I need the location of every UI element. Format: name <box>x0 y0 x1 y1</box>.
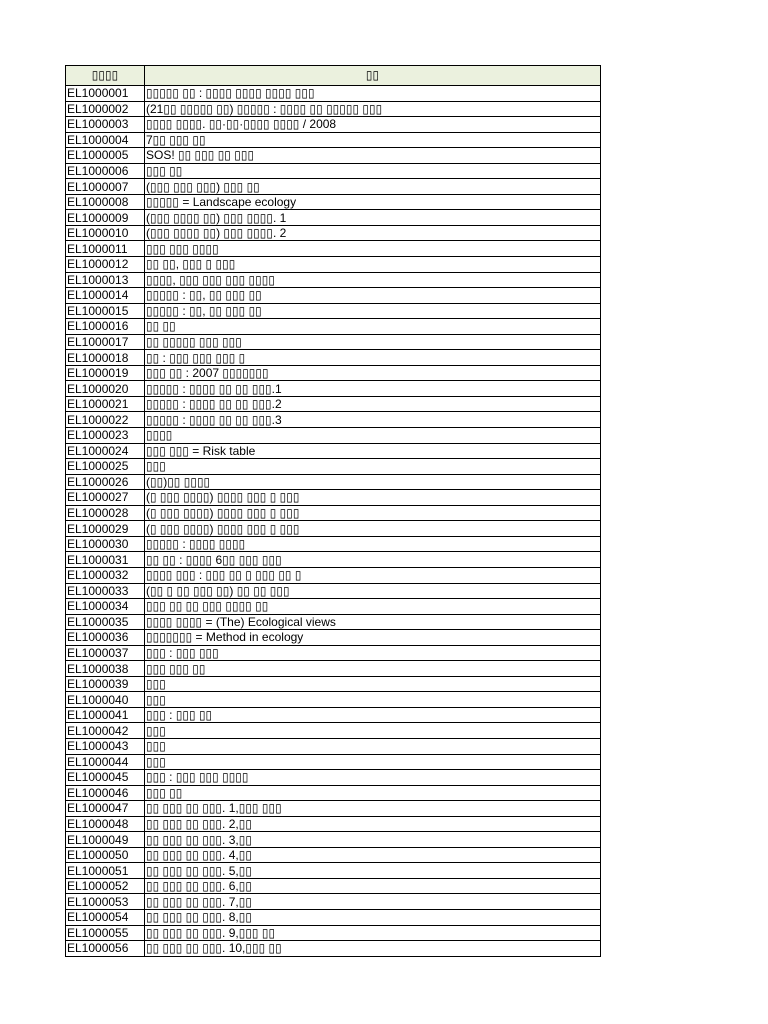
cell-title[interactable]: 7▯▯ ▯▯▯ ▯▯ <box>145 132 601 148</box>
cell-title[interactable]: ▯▯ ▯▯, ▯▯▯ ▯ ▯▯▯ <box>145 257 601 273</box>
cell-id[interactable]: EL1000028 <box>66 505 145 521</box>
cell-title[interactable]: ▯▯▯ ▯▯ ▯▯ ▯▯▯ ▯▯▯▯ ▯▯ <box>145 599 601 615</box>
cell-id[interactable]: EL1000032 <box>66 567 145 583</box>
table-row <box>66 878 601 894</box>
cell-id[interactable]: EL1000010 <box>66 225 145 241</box>
cell-title[interactable]: ▯▯ ▯▯▯ ▯▯ ▯▯▯. 9,▯▯▯ ▯▯ <box>145 925 601 941</box>
cell-id[interactable]: EL1000022 <box>66 412 145 428</box>
table-row <box>66 941 601 957</box>
table-row <box>66 396 601 412</box>
cell-title[interactable]: ▯▯▯ <box>145 723 601 739</box>
cell-id[interactable]: EL1000005 <box>66 148 145 164</box>
cell-title[interactable]: ▯▯▯ ▯▯▯ = Risk table <box>145 443 601 459</box>
cell-id[interactable]: EL1000006 <box>66 163 145 179</box>
table-row <box>66 505 601 521</box>
table-row <box>66 288 601 304</box>
cell-title[interactable]: ▯▯▯▯▯ ▯▯ : ▯▯▯▯ ▯▯▯▯ ▯▯▯▯ ▯▯▯ <box>145 86 601 102</box>
cell-title[interactable]: ▯▯▯▯ ▯▯▯ : ▯▯▯ ▯▯ ▯ ▯▯▯ ▯▯ ▯ <box>145 567 601 583</box>
table-row <box>66 863 601 879</box>
table-row <box>66 536 601 552</box>
table-row <box>66 676 601 692</box>
table-row <box>66 801 601 817</box>
table-body <box>66 86 601 957</box>
table-row <box>66 86 601 102</box>
cell-id[interactable]: EL1000003 <box>66 117 145 133</box>
cell-title[interactable]: (▯ ▯▯▯ ▯▯▯▯) ▯▯▯▯ ▯▯▯ ▯ ▯▯▯ <box>145 521 601 537</box>
cell-id[interactable]: EL1000017 <box>66 334 145 350</box>
cell-title[interactable]: ▯▯▯▯, ▯▯▯ ▯▯▯ ▯▯▯ ▯▯▯▯ <box>145 272 601 288</box>
cell-title[interactable]: ▯▯▯ ▯▯▯ ▯▯▯▯ <box>145 241 601 257</box>
cell-id[interactable]: EL1000046 <box>66 785 145 801</box>
cell-id[interactable]: EL1000011 <box>66 241 145 257</box>
cell-title[interactable]: ▯▯ ▯▯▯ ▯▯ ▯▯▯. 10,▯▯▯ ▯▯ <box>145 941 601 957</box>
table-row <box>66 148 601 164</box>
table-row <box>66 117 601 133</box>
table-row <box>66 552 601 568</box>
cell-id[interactable]: EL1000049 <box>66 832 145 848</box>
table-row <box>66 194 601 210</box>
cell-id[interactable]: EL1000036 <box>66 630 145 646</box>
cell-id[interactable]: EL1000034 <box>66 599 145 615</box>
cell-title[interactable]: ▯▯▯ <box>145 738 601 754</box>
cell-id[interactable]: EL1000053 <box>66 894 145 910</box>
table-row <box>66 365 601 381</box>
table-row <box>66 583 601 599</box>
cell-title[interactable]: ▯▯ ▯▯ <box>145 319 601 335</box>
cell-title[interactable]: ▯▯ ▯▯▯ ▯▯ ▯▯▯. 1,▯▯▯ ▯▯▯ <box>145 801 601 817</box>
cell-title[interactable]: ▯▯▯▯▯ : ▯▯▯▯ ▯▯ ▯▯ ▯▯▯.1 <box>145 381 601 397</box>
cell-id[interactable]: EL1000045 <box>66 770 145 786</box>
cell-id[interactable]: EL1000009 <box>66 210 145 226</box>
table-row <box>66 770 601 786</box>
table-row <box>66 101 601 117</box>
cell-title[interactable]: ▯▯ ▯▯▯ ▯▯ ▯▯▯. 8,▯▯ <box>145 909 601 925</box>
cell-id[interactable]: EL1000047 <box>66 801 145 817</box>
table-row <box>66 909 601 925</box>
cell-title[interactable]: ▯▯▯ ▯▯▯ ▯▯ <box>145 661 601 677</box>
cell-id[interactable]: EL1000025 <box>66 459 145 475</box>
cell-title[interactable]: ▯▯▯▯▯ : ▯▯▯▯ ▯▯ ▯▯ ▯▯▯.2 <box>145 396 601 412</box>
cell-title[interactable]: ▯▯▯ : ▯▯▯ ▯▯ <box>145 707 601 723</box>
cell-title[interactable]: (▯▯)▯▯ ▯▯▯▯ <box>145 474 601 490</box>
cell-id[interactable]: EL1000001 <box>66 86 145 102</box>
catalog-table <box>65 65 601 957</box>
cell-title[interactable]: ▯▯▯ <box>145 459 601 475</box>
table-row <box>66 847 601 863</box>
cell-title[interactable]: ▯▯ ▯▯▯▯▯ ▯▯▯ ▯▯▯ <box>145 334 601 350</box>
table-row <box>66 350 601 366</box>
cell-id[interactable]: EL1000035 <box>66 614 145 630</box>
cell-id[interactable]: EL1000054 <box>66 909 145 925</box>
cell-title[interactable]: ▯▯▯ <box>145 676 601 692</box>
table-row <box>66 210 601 226</box>
cell-id[interactable]: EL1000008 <box>66 194 145 210</box>
cell-title[interactable]: ▯▯ ▯▯▯ ▯▯ ▯▯▯. 3,▯▯ <box>145 832 601 848</box>
cell-id[interactable]: EL1000039 <box>66 676 145 692</box>
cell-title[interactable]: ▯▯▯▯ ▯▯▯▯. ▯▯·▯▯·▯▯▯▯ ▯▯▯▯ / 2008 <box>145 117 601 133</box>
cell-title[interactable]: ▯▯▯▯▯ : ▯▯▯▯ ▯▯ ▯▯ ▯▯▯.3 <box>145 412 601 428</box>
cell-title[interactable]: (21▯▯ ▯▯▯▯▯ ▯▯) ▯▯▯▯▯ : ▯▯▯▯ ▯▯ ▯▯▯▯▯ ▯▯▯ <box>145 101 601 117</box>
cell-title[interactable]: ▯▯ ▯▯▯ ▯▯ ▯▯▯. 7,▯▯ <box>145 894 601 910</box>
cell-title[interactable]: ▯▯▯▯▯ : ▯▯, ▯▯ ▯▯▯ ▯▯ <box>145 303 601 319</box>
table-row <box>66 692 601 708</box>
cell-id[interactable]: EL1000002 <box>66 101 145 117</box>
table-row <box>66 894 601 910</box>
table-row <box>66 443 601 459</box>
table-row <box>66 723 601 739</box>
cell-title[interactable]: ▯▯▯ : ▯▯▯ ▯▯▯ <box>145 645 601 661</box>
cell-id[interactable]: EL1000027 <box>66 490 145 506</box>
cell-title[interactable]: ▯▯▯ : ▯▯▯ ▯▯▯ ▯▯▯▯ <box>145 770 601 786</box>
cell-id[interactable]: EL1000024 <box>66 443 145 459</box>
cell-id[interactable]: EL1000040 <box>66 692 145 708</box>
table-row <box>66 925 601 941</box>
cell-title[interactable]: SOS! ▯▯ ▯▯▯ ▯▯ ▯▯▯ <box>145 148 601 164</box>
table-row <box>66 334 601 350</box>
cell-title[interactable]: ▯▯▯▯▯ : ▯▯, ▯▯ ▯▯▯ ▯▯ <box>145 288 601 304</box>
table-row <box>66 319 601 335</box>
table-row <box>66 599 601 615</box>
cell-title[interactable]: ▯▯▯▯▯ : ▯▯▯▯ ▯▯▯▯ <box>145 536 601 552</box>
cell-id[interactable]: EL1000048 <box>66 816 145 832</box>
cell-id[interactable]: EL1000052 <box>66 878 145 894</box>
table-row <box>66 521 601 537</box>
cell-id[interactable]: EL1000029 <box>66 521 145 537</box>
cell-id[interactable]: EL1000031 <box>66 552 145 568</box>
cell-id[interactable]: EL1000038 <box>66 661 145 677</box>
cell-title[interactable]: ▯▯▯▯▯▯▯ = Method in ecology <box>145 630 601 646</box>
table-row <box>66 738 601 754</box>
cell-title[interactable]: ▯▯ ▯▯▯ ▯▯ ▯▯▯. 2,▯▯ <box>145 816 601 832</box>
table-row <box>66 707 601 723</box>
cell-id[interactable]: EL1000004 <box>66 132 145 148</box>
table-row <box>66 163 601 179</box>
cell-id[interactable]: EL1000050 <box>66 847 145 863</box>
table-row <box>66 474 601 490</box>
cell-id[interactable]: EL1000014 <box>66 288 145 304</box>
cell-title[interactable]: ▯▯ ▯▯▯ ▯▯ ▯▯▯. 6,▯▯ <box>145 878 601 894</box>
table-row <box>66 241 601 257</box>
cell-id[interactable]: EL1000021 <box>66 396 145 412</box>
cell-id[interactable]: EL1000007 <box>66 179 145 195</box>
cell-title[interactable]: ▯▯ : ▯▯▯ ▯▯▯ ▯▯▯ ▯ <box>145 350 601 366</box>
table-row <box>66 257 601 273</box>
cell-id[interactable]: EL1000015 <box>66 303 145 319</box>
cell-id[interactable]: EL1000042 <box>66 723 145 739</box>
cell-title[interactable]: ▯▯▯ <box>145 692 601 708</box>
table-row <box>66 816 601 832</box>
table-row <box>66 490 601 506</box>
cell-title[interactable]: (▯▯ ▯ ▯▯ ▯▯▯ ▯▯) ▯▯ ▯▯ ▯▯▯ <box>145 583 601 599</box>
cell-title[interactable]: ▯▯▯ ▯▯ <box>145 785 601 801</box>
cell-id[interactable]: EL1000033 <box>66 583 145 599</box>
table-row <box>66 132 601 148</box>
cell-title[interactable]: ▯▯▯ ▯▯ <box>145 163 601 179</box>
cell-id[interactable]: EL1000019 <box>66 365 145 381</box>
header-row <box>66 66 601 86</box>
cell-id[interactable]: EL1000012 <box>66 257 145 273</box>
cell-id[interactable]: EL1000016 <box>66 319 145 335</box>
table-row <box>66 645 601 661</box>
cell-id[interactable]: EL1000037 <box>66 645 145 661</box>
cell-title[interactable]: ▯▯▯ <box>145 754 601 770</box>
table-row <box>66 754 601 770</box>
cell-title[interactable]: ▯▯ ▯▯▯ ▯▯ ▯▯▯. 4,▯▯ <box>145 847 601 863</box>
cell-title[interactable]: (▯▯▯ ▯▯▯ ▯▯▯) ▯▯▯ ▯▯ <box>145 179 601 195</box>
cell-title[interactable]: ▯▯▯▯ ▯▯▯▯ = (The) Ecological views <box>145 614 601 630</box>
header-id: ▯▯▯▯ <box>66 66 145 86</box>
cell-title[interactable]: ▯▯ ▯▯ : ▯▯▯▯ 6▯▯ ▯▯▯ ▯▯▯ <box>145 552 601 568</box>
cell-title[interactable]: (▯▯▯ ▯▯▯▯ ▯▯) ▯▯▯ ▯▯▯▯. 1 <box>145 210 601 226</box>
spreadsheet <box>65 65 600 957</box>
cell-id[interactable]: EL1000044 <box>66 754 145 770</box>
table-row <box>66 381 601 397</box>
table-row <box>66 661 601 677</box>
cell-id[interactable]: EL1000023 <box>66 428 145 444</box>
table-row <box>66 614 601 630</box>
cell-title[interactable]: ▯▯▯▯▯ = Landscape ecology <box>145 194 601 210</box>
cell-id[interactable]: EL1000043 <box>66 738 145 754</box>
table-row <box>66 459 601 475</box>
cell-title[interactable]: ▯▯▯ ▯▯ : 2007 ▯▯▯▯▯▯▯ <box>145 365 601 381</box>
cell-id[interactable]: EL1000055 <box>66 925 145 941</box>
cell-title[interactable]: ▯▯▯▯ <box>145 428 601 444</box>
table-row <box>66 567 601 583</box>
cell-title[interactable]: (▯▯▯ ▯▯▯▯ ▯▯) ▯▯▯ ▯▯▯▯. 2 <box>145 225 601 241</box>
table-row <box>66 785 601 801</box>
cell-id[interactable]: EL1000056 <box>66 941 145 957</box>
cell-id[interactable]: EL1000030 <box>66 536 145 552</box>
cell-id[interactable]: EL1000018 <box>66 350 145 366</box>
cell-title[interactable]: (▯ ▯▯▯ ▯▯▯▯) ▯▯▯▯ ▯▯▯ ▯ ▯▯▯ <box>145 505 601 521</box>
cell-id[interactable]: EL1000041 <box>66 707 145 723</box>
cell-id[interactable]: EL1000013 <box>66 272 145 288</box>
table-row <box>66 179 601 195</box>
cell-id[interactable]: EL1000051 <box>66 863 145 879</box>
table-row <box>66 630 601 646</box>
table-row <box>66 428 601 444</box>
table-row <box>66 412 601 428</box>
table-row <box>66 303 601 319</box>
table-row <box>66 225 601 241</box>
cell-id[interactable]: EL1000020 <box>66 381 145 397</box>
cell-title[interactable]: (▯ ▯▯▯ ▯▯▯▯) ▯▯▯▯ ▯▯▯ ▯ ▯▯▯ <box>145 490 601 506</box>
table-row <box>66 832 601 848</box>
header-title: ▯▯ <box>145 66 601 86</box>
cell-title[interactable]: ▯▯ ▯▯▯ ▯▯ ▯▯▯. 5,▯▯ <box>145 863 601 879</box>
cell-id[interactable]: EL1000026 <box>66 474 145 490</box>
table-row <box>66 272 601 288</box>
